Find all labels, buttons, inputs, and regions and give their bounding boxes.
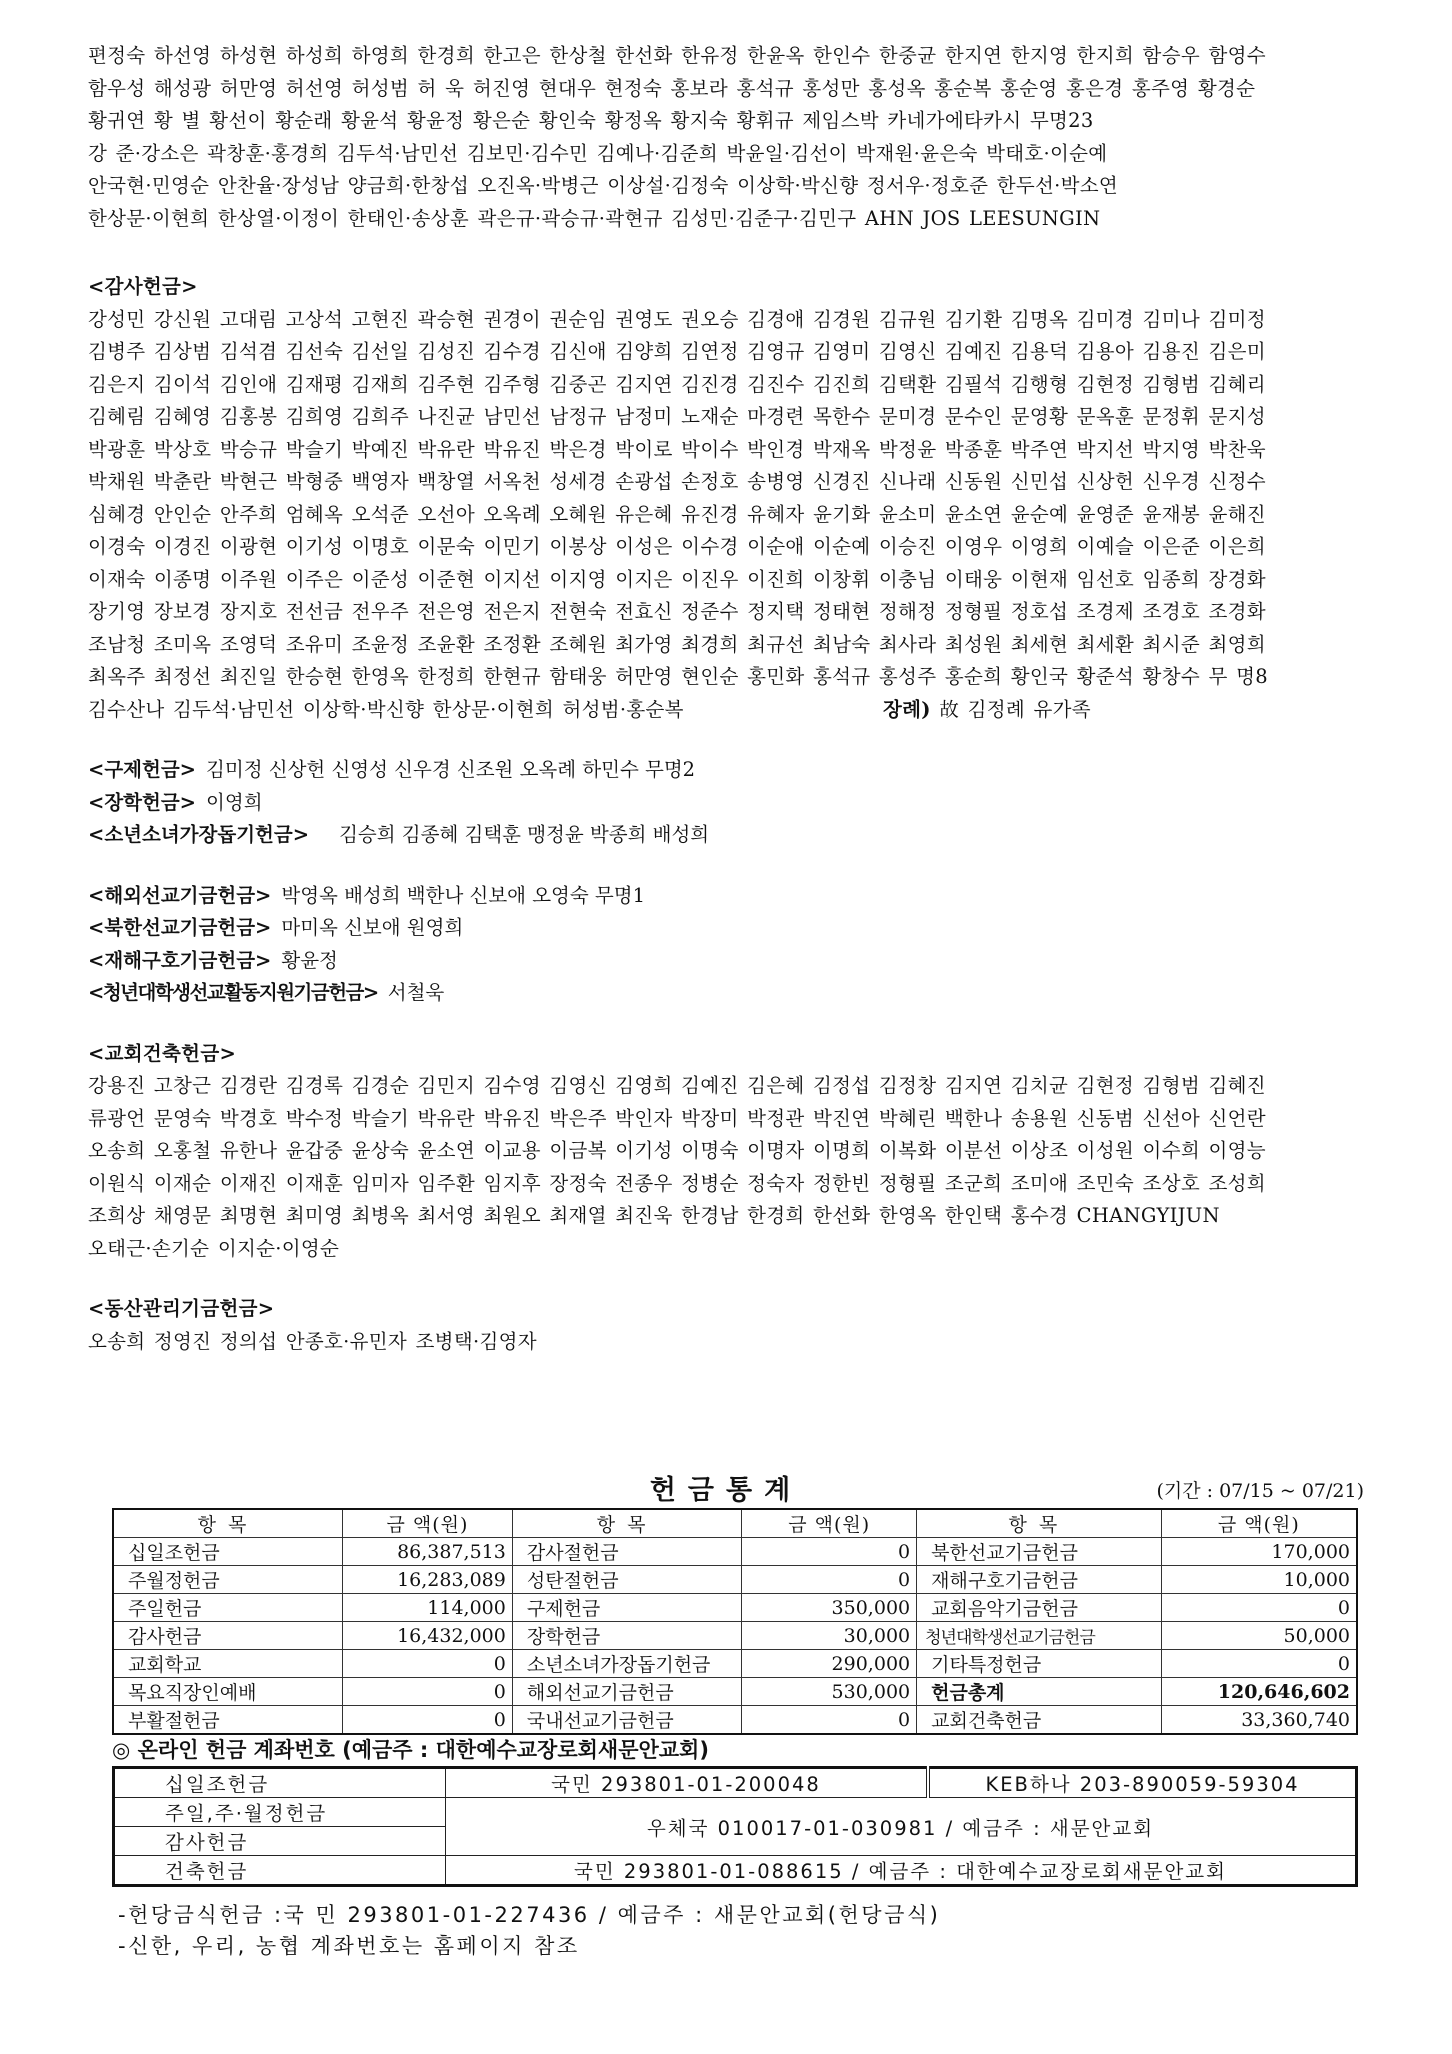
scholarship-names: 이영희 — [206, 790, 263, 814]
table-row — [113, 1594, 1357, 1622]
table-row — [113, 1678, 1357, 1706]
name-line: 이경숙 이경진 이광현 이기성 이명호 이문숙 이민기 이봉상 이성은 이수경 이순애 이순예 이승진 이영우 이영희 이예슬 이은준 이은희 — [88, 535, 1266, 558]
name-line: 오송희 정영진 정의섭 안종호·유민자 조병택·김영자 — [88, 1329, 537, 1353]
stat-amount: 16,283,089 — [343, 1566, 513, 1594]
campus-names: 서철욱 — [387, 981, 445, 1004]
name-line: 장기영 장보경 장지호 전선금 전우주 전은영 전은지 전현숙 전효신 정준수 정지택 정태현 정해정 정형필 정호섭 조경제 조경호 조경화 — [88, 600, 1266, 623]
stat-amount: 0 — [343, 1706, 513, 1735]
table-row — [114, 1856, 1357, 1886]
stat-item: 소년소녀가장돕기헌금 — [512, 1650, 742, 1678]
table-row — [113, 1706, 1357, 1735]
header-amount: 금 액(원) — [1161, 1509, 1357, 1538]
name-line: 황귀연 황 별 황선이 황순래 황윤석 황윤정 황은순 황인숙 황정옥 황지숙 황휘규 제임스박 카네가에타카시 무명23 — [88, 109, 1094, 132]
cemetery-title: <동산관리기금헌금> — [88, 1297, 275, 1320]
stat-item: 부활절헌금 — [113, 1706, 343, 1735]
stat-amount: 33,360,740 — [1161, 1706, 1357, 1735]
stats-title: 헌금통계 — [649, 1475, 803, 1506]
funeral-note — [883, 694, 1091, 727]
name-line: 김병주 김상범 김석겸 김선숙 김선일 김성진 김수경 김신애 김양희 김연정 김영규 김영미 김영신 김예진 김용덕 김용아 김용진 김은미 — [88, 340, 1266, 363]
stat-item: 해외선교기금헌금 — [512, 1678, 742, 1706]
accounts-table — [112, 1766, 1358, 1887]
table-row — [114, 1768, 1357, 1798]
stat-item: 장학헌금 — [512, 1622, 742, 1650]
tithe-account-1: 국민 293801-01-200048 — [446, 1768, 929, 1798]
name-line: 조남청 조미옥 조영덕 조유미 조윤정 조윤환 조정환 조혜원 최가영 최경희 최규선 최남숙 최사라 최성원 최세현 최세환 최시준 최영희 — [88, 632, 1266, 656]
scholarship-title: <장학헌금> — [88, 790, 197, 814]
nk-names: 마미옥 신보애 원영희 — [281, 916, 464, 939]
stat-amount: 114,000 — [343, 1594, 513, 1622]
weekly-label: 주일,주·월정헌금 — [114, 1798, 446, 1827]
stat-item: 감사절헌금 — [512, 1538, 742, 1566]
name-line: 오송희 오홍철 유한나 윤갑중 윤상숙 윤소연 이교용 이금복 이기성 이명숙 이명자 이명희 이복화 이분선 이상조 이성원 이수희 이영능 — [88, 1139, 1266, 1162]
tithe-label: 십일조헌금 — [114, 1768, 446, 1798]
youth-head-names: 김승희 김종혜 김택훈 맹정윤 박종희 배성희 — [339, 823, 710, 846]
stats-header-row — [113, 1509, 1357, 1538]
name-line: 강 준·강소은 곽창훈·홍경희 김두석·남민선 김보민·김수민 김예나·김준희 박윤일·김선이 박재원·윤은숙 박태호·이순예 — [88, 141, 1108, 165]
stat-item: 주월정헌금 — [113, 1566, 343, 1594]
name-line: 김혜림 김혜영 김홍봉 김희영 김희주 나진균 남민선 남정규 남정미 노재순 마경련 목한수 문미경 문수인 문영황 문옥훈 문정휘 문지성 — [88, 405, 1266, 428]
name-line: 박채원 박춘란 박현근 박형중 백영자 백창열 서옥천 성세경 손광섭 손정호 송병영 신경진 신나래 신동원 신민섭 신상헌 신우경 신정수 — [88, 470, 1266, 493]
stat-item: 북한선교기금헌금 — [917, 1538, 1161, 1566]
stat-amount: 170,000 — [1161, 1538, 1357, 1566]
name-line: 오태근·손기순 이지순·이영순 — [88, 1236, 340, 1260]
youth-head-title: <소년소녀가장돕기헌금> — [88, 823, 310, 846]
name-line: 강성민 강신원 고대림 고상석 고현진 곽승현 권경이 권순임 권영도 권오승 김경애 김경원 김규원 김기환 김명옥 김미경 김미나 김미정 — [88, 307, 1266, 331]
stats-table — [112, 1508, 1358, 1735]
campus-row — [88, 977, 1364, 1010]
table-row — [113, 1622, 1357, 1650]
header-item: 항목 — [512, 1509, 742, 1538]
stat-item: 목요직장인예배 — [113, 1678, 343, 1706]
building-section — [88, 1038, 1364, 1266]
stat-item: 감사헌금 — [113, 1622, 343, 1650]
stat-item: 교회건축헌금 — [917, 1706, 1161, 1735]
name-line: 안국현·민영순 안찬율·장성남 양금희·한창섭 오진옥·박병근 이상설·김정숙 이상학·박신향 정서우·정호준 한두선·박소연 — [88, 174, 1119, 197]
name-line: 이재숙 이종명 이주원 이주은 이준성 이준현 이지선 이지영 이지은 이진우 이진희 이창휘 이충님 이태웅 이현재 임선호 임종희 장경화 — [88, 567, 1266, 591]
postal-account: 우체국 010017-01-030981 / 예금주 : 새문안교회 — [446, 1798, 1357, 1856]
overseas-names: 박영옥 배성희 백한나 신보애 오영숙 무명1 — [281, 883, 646, 907]
table-row — [113, 1566, 1357, 1594]
campus-title: <청년대학생선교활동지원기금헌금> — [88, 981, 378, 1004]
stat-amount: 0 — [742, 1706, 917, 1735]
cemetery-section — [88, 1293, 1364, 1358]
stat-item: 교회음악기금헌금 — [917, 1594, 1161, 1622]
stats-header — [88, 1468, 1364, 1508]
building-title: <교회건축헌금> — [88, 1041, 237, 1065]
stat-amount: 10,000 — [1161, 1566, 1357, 1594]
stat-amount: 350,000 — [742, 1594, 917, 1622]
name-line: 함우성 해성광 허만영 허선영 허성범 허 욱 허진영 현대우 현정숙 홍보라 홍석규 홍성만 홍성옥 홍순복 홍순영 홍은경 홍주영 황경순 — [88, 76, 1256, 100]
funeral-label: 장례) — [883, 697, 931, 721]
header-amount: 금 액(원) — [742, 1509, 917, 1538]
name-line: 류광언 문영숙 박경호 박수정 박슬기 박유란 박유진 박은주 박인자 박장미 박정관 박진연 박혜린 백한나 송용원 신동범 신선아 신언란 — [88, 1106, 1266, 1130]
note-line: -헌당금식헌금 :국 민 293801-01-227436 / 예금주 : 새문안교회(헌당금식) — [118, 1903, 941, 1927]
stat-item: 헌금총계 — [917, 1678, 1161, 1706]
nk-title: <북한선교기금헌금> — [88, 916, 272, 939]
stat-item: 재해구호기금헌금 — [917, 1566, 1161, 1594]
stat-amount: 530,000 — [742, 1678, 917, 1706]
scholarship-row — [88, 787, 1364, 820]
relief-names: 김미정 신상헌 신영성 신우경 신조원 오옥례 하민수 무명2 — [206, 758, 696, 781]
header-amount: 금 액(원) — [343, 1509, 513, 1538]
stat-amount: 0 — [343, 1650, 513, 1678]
name-line: 심혜경 안인순 안주희 엄혜옥 오석준 오선아 오옥례 오혜원 유은혜 유진경 유혜자 윤기화 윤소미 윤소연 윤순예 윤영준 윤재봉 윤해진 — [88, 502, 1266, 526]
thanks-label: 감사헌금 — [114, 1827, 446, 1856]
tithe-account-2: KEB하나 203-890059-59304 — [928, 1768, 1357, 1798]
stat-amount: 30,000 — [742, 1622, 917, 1650]
table-row — [113, 1650, 1357, 1678]
stat-item: 청년대학생선교기금헌금 — [917, 1622, 1161, 1650]
accounts-title: ◎ 온라인 헌금 계좌번호 (예금주 : 대한예수교장로회새문안교회) — [112, 1738, 709, 1762]
overseas-title: <해외선교기금헌금> — [88, 883, 272, 907]
table-row — [114, 1798, 1357, 1827]
disaster-names: 황윤정 — [281, 948, 338, 972]
stat-amount: 0 — [1161, 1594, 1357, 1622]
stat-item: 기타특정헌금 — [917, 1650, 1161, 1678]
name-line: 조희상 채영문 최명현 최미영 최병옥 최서영 최원오 최재열 최진욱 한경남 한경희 한선화 한영옥 한인택 홍수경 CHANGYIJUN — [88, 1204, 1220, 1227]
relief-title: <구제헌금> — [88, 758, 197, 781]
stat-item: 주일헌금 — [113, 1594, 343, 1622]
stat-amount: 86,387,513 — [343, 1538, 513, 1566]
youth-head-row — [88, 819, 1364, 852]
disaster-title: <재해구호기금헌금> — [88, 948, 272, 972]
table-row — [113, 1538, 1357, 1566]
building-account: 국민 293801-01-088615 / 예금주 : 대한예수교장로회새문안교회 — [446, 1856, 1357, 1886]
name-line: 박광훈 박상호 박승규 박슬기 박예진 박유란 박유진 박은경 박이로 박이수 박인경 박재옥 박정윤 박종훈 박주연 박지선 박지영 박찬욱 — [88, 437, 1266, 461]
name-line — [88, 694, 1364, 727]
stat-item: 국내선교기금헌금 — [512, 1706, 742, 1735]
name-line-text: 김수산나 김두석·남민선 이상학·박신향 한상문·이현희 허성범·홍순복 — [88, 697, 684, 721]
relief-row — [88, 754, 1364, 787]
stat-item: 교회학교 — [113, 1650, 343, 1678]
stat-item: 구제헌금 — [512, 1594, 742, 1622]
stat-amount: 0 — [742, 1538, 917, 1566]
name-line: 편정숙 하선영 하성현 하성희 하영희 한경희 한고은 한상철 한선화 한유정 한윤옥 한인수 한중균 한지연 한지영 한지희 함승우 함영수 — [88, 44, 1266, 67]
header-item: 항목 — [113, 1509, 343, 1538]
stat-item: 십일조헌금 — [113, 1538, 343, 1566]
header-item: 항목 — [917, 1509, 1161, 1538]
notes — [118, 1900, 940, 1962]
name-line: 강용진 고창근 김경란 김경록 김경순 김민지 김수영 김영신 김영희 김예진 김은혜 김정섭 김정창 김지연 김치균 김현정 김형범 김혜진 — [88, 1074, 1266, 1097]
stat-amount: 0 — [742, 1566, 917, 1594]
name-line: 한상문·이현희 한상열·이정이 한태인·송상훈 곽은규·곽승규·곽현규 김성민·김준구·김민구 AHN JOS LEESUNGIN — [88, 206, 1101, 230]
stat-item: 성탄절헌금 — [512, 1566, 742, 1594]
overseas-row — [88, 880, 1364, 913]
thanks-title: <감사헌금> — [88, 275, 198, 298]
name-line: 김은지 김이석 김인애 김재평 김재희 김주현 김주형 김중곤 김지연 김진경 김진수 김진희 김택환 김필석 김행형 김현정 김형범 김혜리 — [88, 372, 1266, 396]
disaster-row — [88, 945, 1364, 978]
note-line: -신한, 우리, 농협 계좌번호는 홈페이지 참조 — [118, 1934, 580, 1958]
funeral-text: 故 김정례 유가족 — [939, 697, 1091, 721]
stat-amount: 290,000 — [742, 1650, 917, 1678]
nk-row — [88, 912, 1364, 945]
stat-amount: 50,000 — [1161, 1622, 1357, 1650]
building-label: 건축헌금 — [114, 1856, 446, 1886]
thanks-section — [88, 271, 1364, 726]
stat-amount: 16,432,000 — [343, 1622, 513, 1650]
stat-amount: 0 — [1161, 1650, 1357, 1678]
stat-amount: 0 — [343, 1678, 513, 1706]
intro-names — [88, 40, 1364, 235]
stats-period: (기간 : 07/15 ~ 07/21) — [1156, 1480, 1364, 1502]
name-line: 이원식 이재순 이재진 이재훈 임미자 임주환 임지후 장정숙 전종우 정병순 정숙자 정한빈 정형필 조군희 조미애 조민숙 조상호 조성희 — [88, 1171, 1266, 1195]
stat-amount: 120,646,602 — [1161, 1678, 1357, 1706]
name-line: 최옥주 최정선 최진일 한승현 한영옥 한정희 한현규 함태웅 허만영 현인순 홍민화 홍석규 홍성주 홍순희 황인국 황준석 황창수 무 명8 — [88, 665, 1268, 688]
